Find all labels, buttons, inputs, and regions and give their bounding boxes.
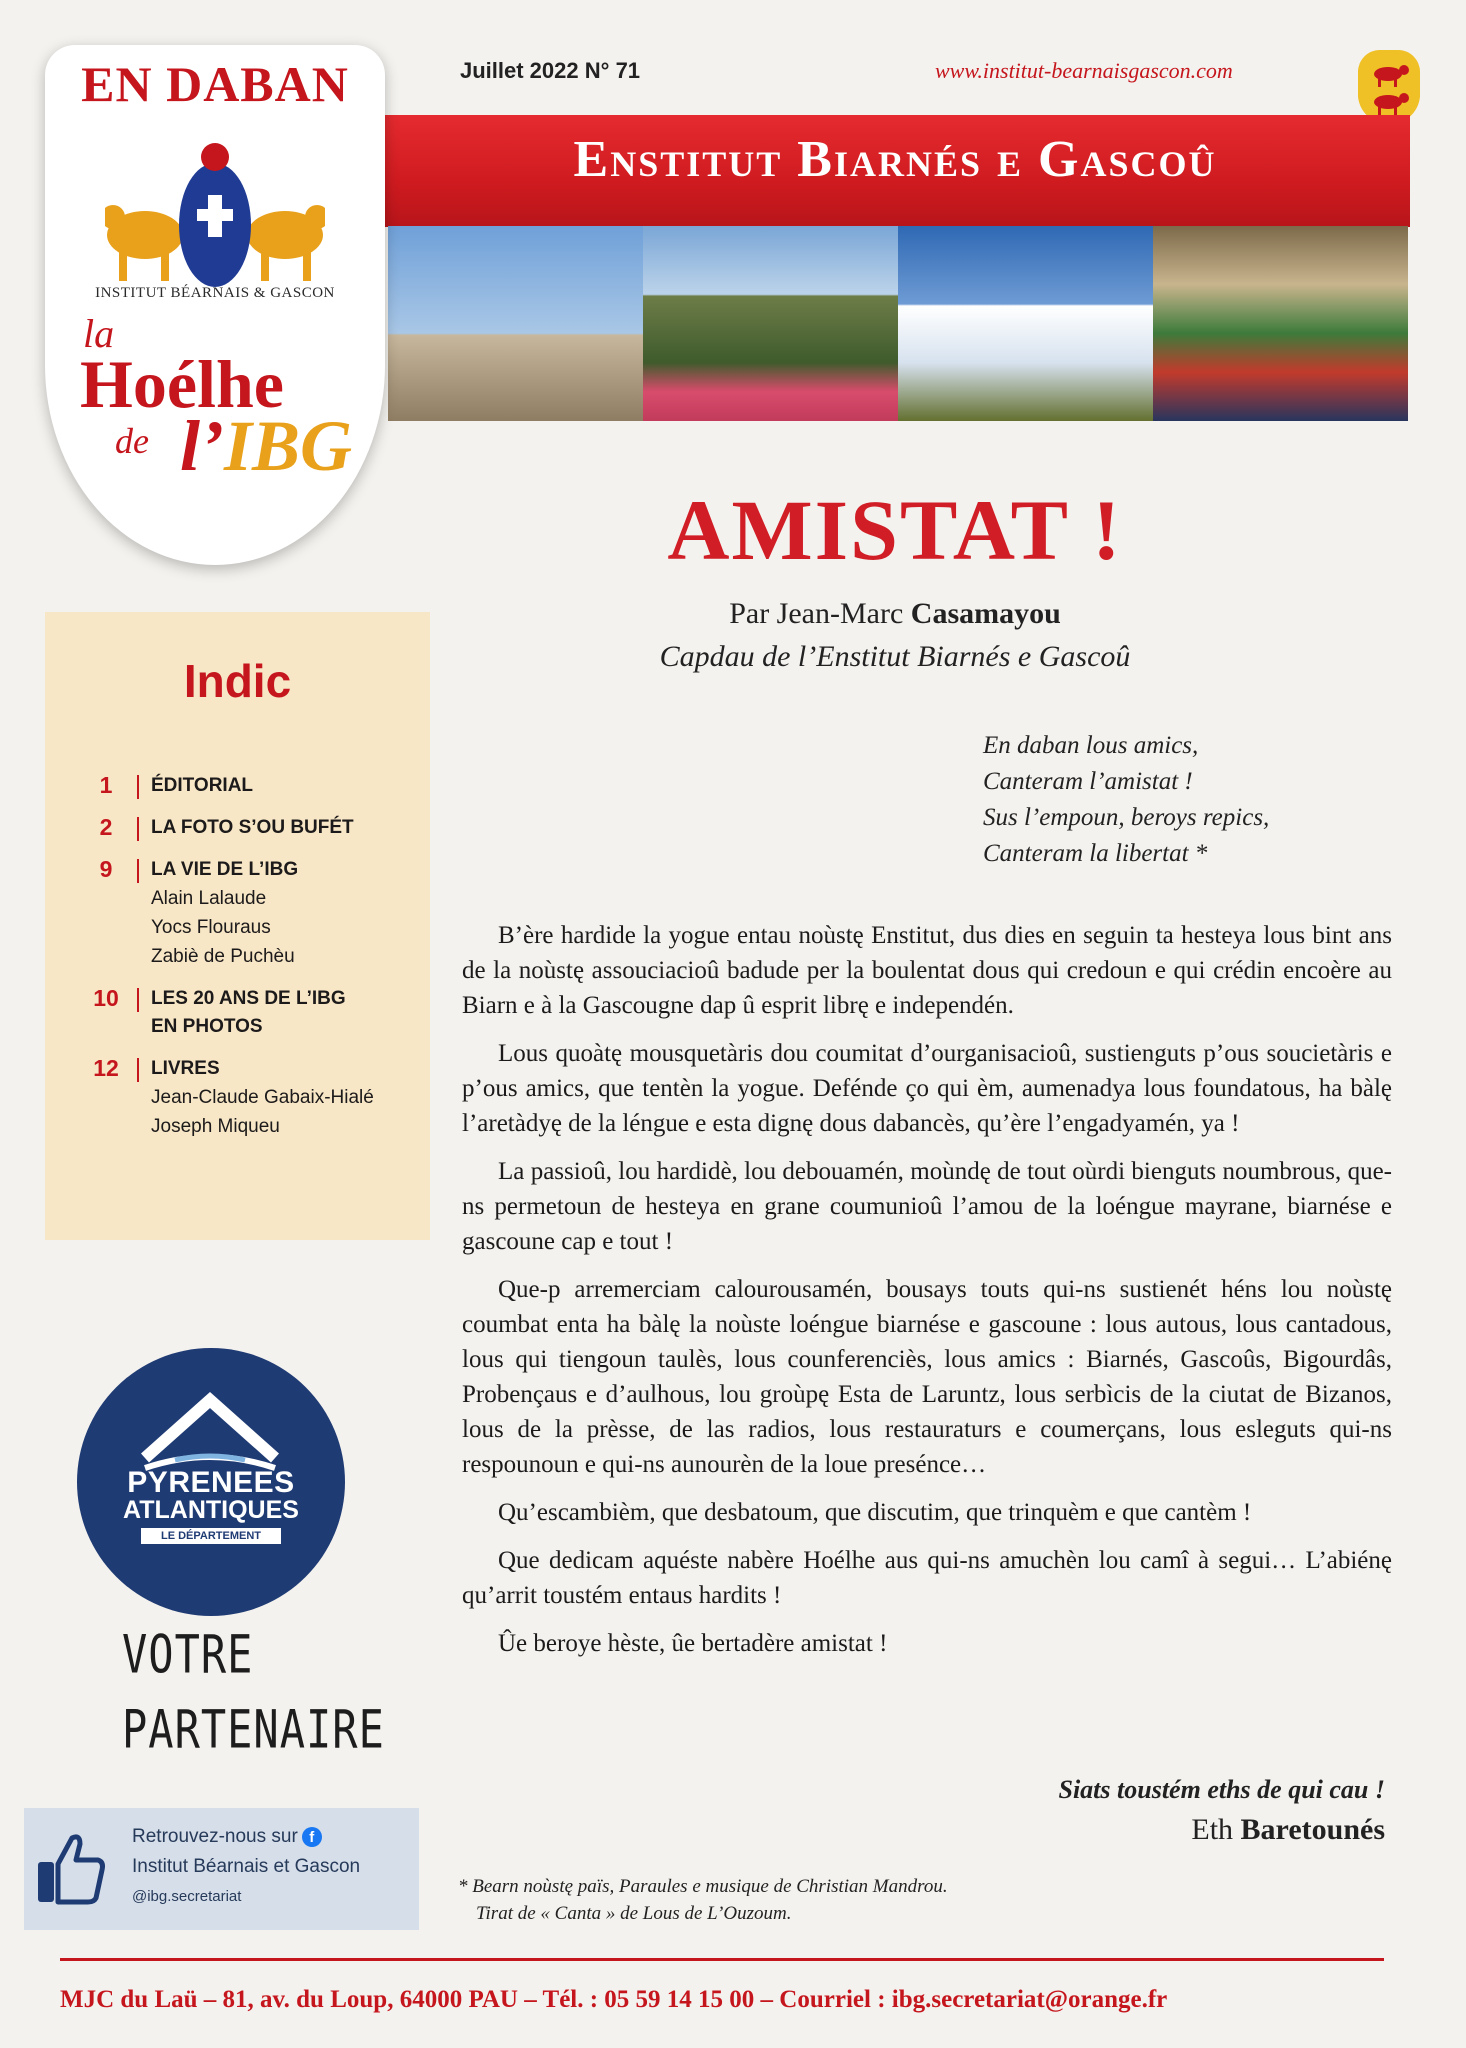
partner-dept: LE DÉPARTEMENT (141, 1528, 281, 1544)
social-line1 (132, 1826, 322, 1848)
thumbs-up-icon (36, 1830, 106, 1905)
toc-item[interactable] (85, 1055, 425, 1141)
toc-divider (137, 817, 139, 841)
mountain-logo-icon (135, 1388, 285, 1478)
toc-item[interactable] (85, 856, 425, 971)
partner-label-line1: VOTRE (122, 1623, 254, 1686)
newsletter-de: de (115, 421, 149, 461)
footnote-line: Tirat de « Canta » de Lous de L’Ouzoum. (476, 1903, 792, 1924)
photo-festival (1153, 226, 1408, 421)
issue-number: N° 71 (584, 58, 641, 83)
byline-name: Casamayou (910, 597, 1061, 630)
toc-subitem: Joseph Miqueu (151, 1116, 280, 1137)
partner-name-line2: ATLANTIQUES (123, 1496, 299, 1524)
toc-subitem: Jean-Claude Gabaix-Hialé (151, 1087, 374, 1108)
photo-strip (388, 226, 1408, 421)
article-paragraph: Qu’escambièm, que desbatoum, que discutim, que trinquèm e que cantèm ! (498, 1499, 1252, 1526)
toc-page-number: 10 (93, 985, 119, 1011)
toc-divider (137, 775, 139, 799)
photo-palace (388, 226, 643, 421)
partner-name-line1: PYRENEES (127, 1466, 295, 1499)
poem-line: Sus l’empoun, beroys repics, (983, 804, 1270, 831)
bearn-cows-badge-icon (1358, 50, 1420, 124)
footnote (458, 1873, 948, 1927)
toc-label: LA VIE DE L’IBG (151, 859, 299, 880)
toc-label: LES 20 ANS DE L’IBG EN PHOTOS (151, 988, 346, 1037)
newsletter-name: Hoélhe (80, 346, 284, 422)
facebook-icon: f (302, 1827, 322, 1847)
signature (885, 1813, 1385, 1847)
footnote-line: * Bearn noùstę païs, Paraules e musique de Christian Mandrou. (458, 1876, 948, 1897)
partner-label-line2: PARTENAIRE (122, 1698, 385, 1761)
table-of-contents (45, 612, 430, 1240)
issue-info (460, 58, 640, 84)
article-paragraph: Que-p arremerciam calourousamén, bousays touts qui-ns sustienét héns lou noùstę coumbat enta ha bàlę la noùste loéngue biarnése e gascoune : lous autous, lous cantadous, lous qui tiengoun taulès, lous counferenciès, lous amics : Biarnés, Gascoûs, Bigourdâs, Probençaus e d’aulhous, lou groùpę Esta de Laruntz, lous serbìcis de la ciutat de Bizanos, lous de la prèsse, de las radios, lous restauraturs e coumerçans, lous esleguts qui-ns respounoun e qui-ns aunourèn de la loue presénce… (462, 1276, 1392, 1478)
toc-divider (137, 988, 139, 1012)
poem-line: En daban lous amics, (983, 732, 1199, 759)
banner-title: Enstitut Biarnés e Gascoû (573, 131, 1217, 188)
article-paragraph: La passioû, lou hardidè, lou debouamén, moùndę de tout oùrdi bienguts noumbrous, que-ns permetoun de hesteya en grane coumunioû l’amou de la loéngue mayrane, biarnése e gascoune cap e tout ! (462, 1158, 1392, 1255)
signature-prefix: Eth (1191, 1813, 1234, 1846)
poem-line: Canteram l’amistat ! (983, 768, 1193, 795)
toc-subitem: Zabiè de Puchèu (151, 946, 295, 967)
masthead-title: EN DABAN (81, 56, 349, 112)
toc-page-number: 2 (99, 814, 113, 840)
newsletter-ibg-acronym: IBG (223, 406, 353, 486)
signature-name: Baretounés (1240, 1813, 1385, 1846)
toc-page-number: 1 (99, 772, 113, 798)
toc-item[interactable] (85, 985, 425, 1041)
poem-epigraph (983, 728, 1269, 872)
toc-list (85, 772, 425, 1155)
article-paragraph: Que dedicam aquéste nabère Hoélhe aus qui-ns amuchèn lou camî à segui… L’abiénę qu’arrit toustém entaus hardits ! (462, 1547, 1392, 1609)
toc-item[interactable] (85, 814, 425, 842)
toc-subitem: Alain Lalaude (151, 888, 267, 909)
toc-page-number: 12 (93, 1055, 119, 1081)
article-paragraph: Lous quoàtę mousquetàris dou coumitat d’ourganisacioû, sustienguts p’ous soucietàris e p’ous amics, que tentèn la yogue. Defénde ço qui èm, aumenadya lous foundatous, ha bàlę l’aretàdyę de la léngue e esta dignę dous dabancès, qu’ère l’engadyamén, ya ! (462, 1040, 1392, 1137)
newsletter-apostrophe-l: l’ (180, 406, 224, 486)
social-line1-text: Retrouvez-nous sur (132, 1826, 298, 1847)
article-byline (385, 597, 1405, 631)
poem-line: Canteram la libertat * (983, 840, 1208, 867)
article-title: AMISTAT ! (667, 482, 1123, 578)
toc-subitem: Yocs Flouraus (151, 917, 271, 938)
crest-cows-icon (105, 125, 325, 305)
article-paragraph: B’ère hardide la yogue entau noùstę Enstitut, dus dies en seguin ta hesteya lous bint ans de la noùstę assouciacioû badude per la boulentat dous qui credoun e qui crédin encoère au Biarn e à la Gascougne dap û esprit librę e independén. (462, 922, 1392, 1019)
newsletter-la: la (83, 311, 115, 356)
author-role: Capdau de l’Enstitut Biarnés e Gascoû (659, 640, 1131, 673)
institute-name-fr: INSTITUT BÉARNAIS & GASCON (95, 285, 335, 301)
issue-date: Juillet 2022 (460, 58, 579, 83)
social-page-name[interactable]: Institut Béarnais et Gascon (132, 1856, 361, 1877)
website-link[interactable]: www.institut-bearnaisgascon.com (935, 58, 1233, 83)
article-paragraph: Ûe beroye hèste, ûe bertadère amistat ! (498, 1630, 888, 1657)
toc-page-number: 9 (99, 856, 113, 882)
photo-village (643, 226, 898, 421)
partner-logo[interactable] (77, 1348, 345, 1616)
toc-divider (137, 1058, 139, 1082)
footer-address: MJC du Laü – 81, av. du Loup, 64000 PAU – Tél. : 05 59 14 15 00 – Courriel : ibg.secretariat@orange.fr (60, 1986, 1168, 2013)
toc-label: ÉDITORIAL (151, 775, 254, 796)
toc-label: LA FOTO S’OU BUFÉT (151, 817, 354, 838)
social-handle[interactable]: @ibg.secretariat (132, 1888, 242, 1905)
newsletter-ibg (180, 405, 352, 488)
toc-title: Indic (183, 655, 292, 707)
toc-item[interactable] (85, 772, 425, 800)
closing-line: Siats toustém eths de qui cau ! (1058, 1775, 1385, 1804)
byline-prefix: Par Jean-Marc (729, 597, 904, 630)
photo-mountains (898, 226, 1153, 421)
social-box[interactable] (24, 1808, 419, 1930)
footer-divider (60, 1958, 1384, 1961)
masthead-shield (45, 45, 385, 565)
toc-label: LIVRES (151, 1058, 220, 1079)
toc-divider (137, 859, 139, 883)
article-body (462, 918, 1392, 1674)
